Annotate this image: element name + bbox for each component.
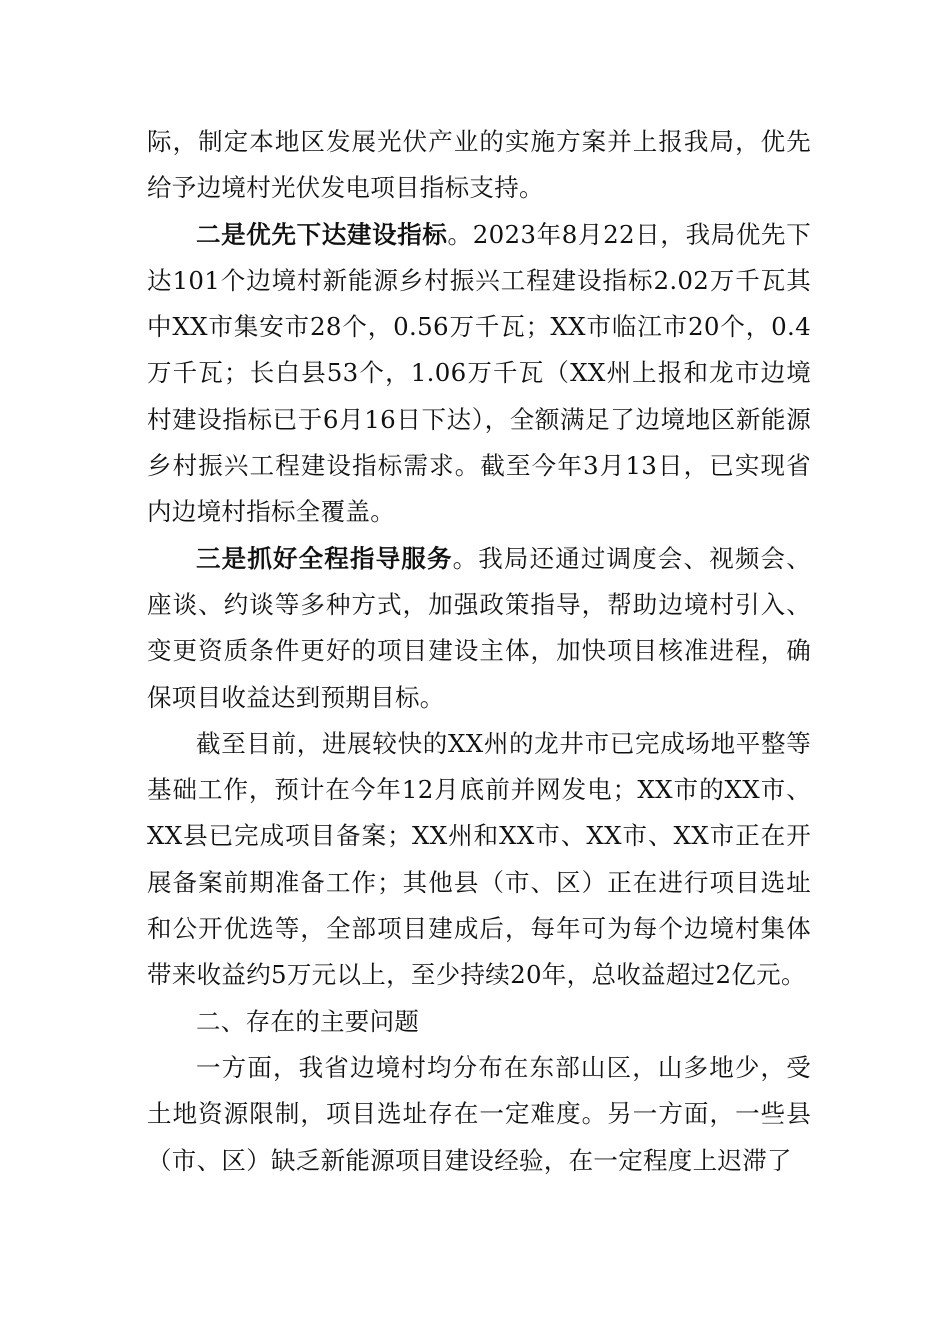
paragraph-text: 际，制定本地区发展光伏产业的实施方案并上报我局，优先给予边境村光伏发电项目指标支持。	[147, 127, 811, 203]
paragraph-text: 一方面，我省边境村均分布在东部山区，山多地少，受土地资源限制，项目选址存在一定难度。另一方面，一些县（市、区）缺乏新能源项目建设经验，在一定程度上迟滞了	[147, 1052, 811, 1175]
paragraph-problems	[147, 1045, 811, 1184]
paragraph-continuation	[147, 119, 811, 212]
paragraph-text: 。我局还通过调度会、视频会、座谈、约谈等多种方式，加强政策指导，帮助边境村引入、变更资质条件更好的项目建设主体，加快项目核准进程，确保项目收益达到预期目标。	[147, 543, 811, 712]
paragraph-lead-heading: 二是优先下达建设指标	[196, 219, 448, 249]
document-body	[147, 119, 811, 1184]
section-heading: 二、存在的主要问题	[196, 1006, 420, 1036]
paragraph-text: 截至目前，进展较快的XX州的龙井市已完成场地平整等基础工作，预计在今年12月底前并网发电；XX市的XX市、XX县已完成项目备案；XX州和XX市、XX市、XX市正在开展备案前期准备工作；其他县（市、区）正在进行项目选址和公开优选等，全部项目建成后，每年可为每个边境村集体带来收益约5万元以上，至少持续20年，总收益超过2亿元。	[147, 728, 811, 990]
paragraph-progress	[147, 721, 811, 999]
paragraph-construction-targets	[147, 212, 811, 536]
paragraph-text: 。2023年8月22日，我局优先下达101个边境村新能源乡村振兴工程建设指标2.02万千瓦其中XX市集安市28个，0.56万千瓦；XX市临江市20个，0.4万千瓦；长白县53个，1.06万千瓦（XX州上报和龙市边境村建设指标已于6月16日下达），全额满足了边境地区新能源乡村振兴工程建设指标需求。截至今年3月13日，已实现省内边境村指标全覆盖。	[147, 219, 812, 527]
paragraph-guidance-service	[147, 536, 811, 721]
paragraph-lead-heading: 三是抓好全程指导服务	[196, 543, 453, 573]
